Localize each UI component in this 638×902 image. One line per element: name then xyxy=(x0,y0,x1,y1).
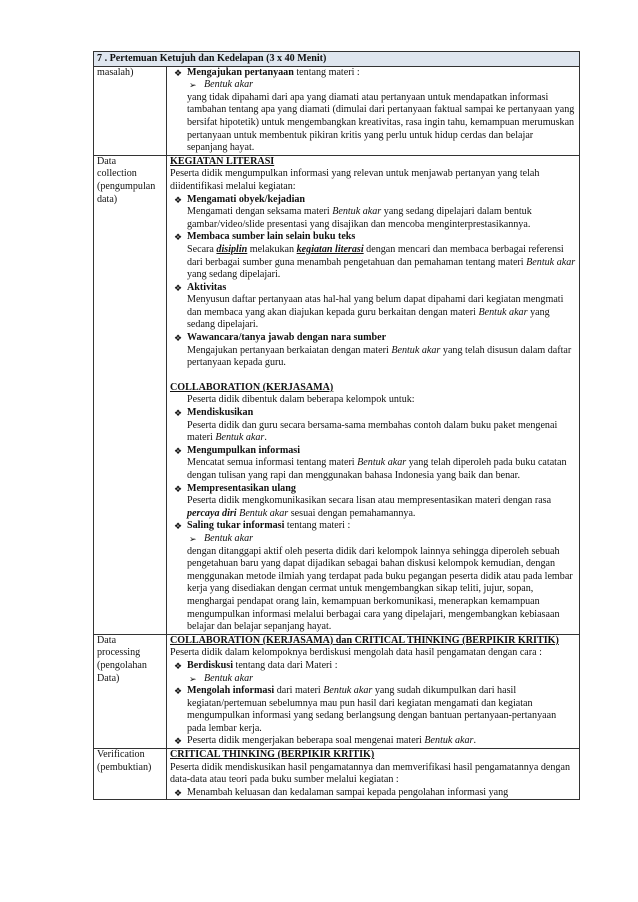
item-title: Mengajukan pertanyaan xyxy=(187,66,294,78)
row-label xyxy=(94,155,167,634)
row-label-line: Verification xyxy=(97,749,145,761)
item-title: Berdiskusi xyxy=(187,659,233,671)
table-row xyxy=(94,155,580,634)
sub-item xyxy=(170,79,576,92)
spacer xyxy=(170,370,576,382)
text: Mencatat semua informasi tentang materi xyxy=(187,457,358,469)
item-text: tentang data dari Materi : xyxy=(233,659,338,671)
row-label-line: (pembuktian) xyxy=(97,761,152,773)
item-body xyxy=(170,206,576,231)
diamond-bullet-icon: ❖ xyxy=(174,483,183,494)
emphasis-text: kegiatan literasi xyxy=(296,243,364,255)
table-header: 7 . Pertemuan Ketujuh dan Kedelapan (3 x 40 Menit) xyxy=(94,52,580,67)
row-content xyxy=(167,749,580,800)
diamond-bullet-icon: ❖ xyxy=(174,282,183,293)
item-title: Aktivitas xyxy=(187,281,227,293)
diamond-bullet-icon: ❖ xyxy=(174,660,183,671)
text: dengan mencari dan membaca berbagai referensi dari berbagai sumber guna menambah pengetahuan dan pemahaman tentang materi xyxy=(187,243,564,268)
row-content xyxy=(167,66,580,155)
text: dari materi xyxy=(274,685,324,697)
italic-text: Bentuk akar xyxy=(424,735,474,747)
item-body xyxy=(170,495,576,520)
italic-text: Bentuk akar xyxy=(526,256,576,268)
item-body xyxy=(170,457,576,482)
lesson-table xyxy=(93,51,580,800)
text: yang telah disusun dalam daftar pertanyaan kepada guru. xyxy=(187,344,572,369)
row-label-line: collection xyxy=(97,168,137,180)
list-item xyxy=(170,520,576,533)
item-text: Menambah keluasan dan kedalaman sampai kepada pengolahan informasi yang xyxy=(187,786,509,798)
section-heading: COLLABORATION (KERJASAMA) xyxy=(170,381,334,393)
text: Peserta didik dan guru secara bersama-sama membahas contoh dalam buku paket mengenai materi xyxy=(187,419,558,444)
emphasis-text: percaya diri xyxy=(187,507,237,519)
sub-item-text: Bentuk akar xyxy=(204,79,254,91)
sub-item xyxy=(170,533,576,546)
list-item xyxy=(170,445,576,458)
item-title: Membaca sumber lain selain buku teks xyxy=(187,231,356,243)
list-item xyxy=(170,735,576,748)
italic-text: Bentuk akar xyxy=(215,432,265,444)
row-content xyxy=(167,634,580,748)
item-title: Mengamati obyek/kejadian xyxy=(187,193,306,205)
italic-text: Bentuk akar xyxy=(323,685,373,697)
text: yang sudah dikumpulkan dari hasil kegiatan/pertemuan sebelumnya mau pun hasil dari kegiatan mengamati dan kegiatan mengumpulkan informasi yang sedang berlangsung dengan bantuan pertanyaan-pertanyaan pada lembar kerja. xyxy=(187,685,557,734)
italic-text: Bentuk akar xyxy=(357,457,407,469)
table-row xyxy=(94,66,580,155)
item-text: tentang materi : xyxy=(293,66,360,78)
list-item xyxy=(170,194,576,207)
diamond-bullet-icon: ❖ xyxy=(174,736,183,747)
text: Mengajukan pertanyaan berkaiatan dengan materi xyxy=(187,344,392,356)
arrow-bullet-icon: ➢ xyxy=(189,80,197,91)
diamond-bullet-icon: ❖ xyxy=(174,333,183,344)
paragraph: Peserta didik mengumpulkan informasi yang relevan untuk menjawab pertanyan yang telah diidentifikasi melalui kegiatan: xyxy=(170,168,540,192)
text: yang sedang dipelajari dalam bentuk gambar/video/slide presentasi yang disajikan dan mencoba menginterprestasikannya. xyxy=(187,206,532,230)
text: yang sedang dipelajari. xyxy=(187,269,281,281)
row-label-line: (pengolahan xyxy=(97,659,147,671)
row-label-line: Data xyxy=(97,155,117,167)
sub-item xyxy=(170,673,576,686)
list-item xyxy=(170,407,576,420)
diamond-bullet-icon: ❖ xyxy=(174,521,183,532)
paragraph: Peserta didik dalam kelompoknya berdiskusi mengolah data hasil pengamatan dengan cara : xyxy=(170,647,542,659)
text: Peserta didik mengerjakan beberapa soal mengenai materi xyxy=(187,735,425,747)
emphasis-text: disiplin xyxy=(216,243,248,255)
row-label-line: processing xyxy=(97,647,141,659)
list-item xyxy=(170,685,576,735)
item-body xyxy=(170,420,576,445)
italic-text: Bentuk akar xyxy=(236,507,289,519)
diamond-bullet-icon: ❖ xyxy=(174,445,183,456)
row-label-line: Data) xyxy=(97,672,120,684)
item-text: tentang materi : xyxy=(284,520,351,532)
diamond-bullet-icon: ❖ xyxy=(174,408,183,419)
text: . xyxy=(264,432,267,444)
row-label-text: masalah) xyxy=(97,66,134,78)
italic-text: Bentuk akar xyxy=(332,206,382,218)
diamond-bullet-icon: ❖ xyxy=(174,194,183,205)
item-title: Mengumpulkan informasi xyxy=(187,444,301,456)
item-title: Mempresentasikan ulang xyxy=(187,482,296,494)
table-header-row xyxy=(94,52,580,67)
row-content xyxy=(167,155,580,634)
item-title: Mendiskusikan xyxy=(187,407,254,419)
arrow-bullet-icon: ➢ xyxy=(189,673,197,684)
text: Menyusun daftar pertanyaan atas hal-hal yang belum dapat dipahami dari kegiatan mengmati dan membaca yang akan diajukan kepada guru berkaitan dengan materi xyxy=(187,294,564,318)
list-item xyxy=(170,787,576,800)
list-item xyxy=(170,660,576,673)
table-row xyxy=(94,634,580,748)
list-item xyxy=(170,282,576,295)
text: yang telah diperoleh pada buku catatan dengan tulisan yang rapi dan menggunakan bahasa Indonesia yang baik dan benar. xyxy=(187,457,567,481)
row-label xyxy=(94,749,167,800)
sub-item-text: Bentuk akar xyxy=(204,532,254,544)
list-item xyxy=(170,483,576,496)
sub-item-text: Bentuk akar xyxy=(204,672,254,684)
table-row xyxy=(94,749,580,800)
paragraph: yang tidak dipahami dari apa yang diamati atau pertanyaan untuk mendapatkan informasi tambahan tentang apa yang diamati (dimulai dari pertanyaan faktual sampai ke pertanyaan yang bersifat hipotetik) untuk mengembangkan kreativitas, rasa ingin tahu, kemampuan merumuskan pertanyaan untuk membentuk pikiran kritis yang perlu untuk hidup cerdas dan belajar sepanjang hayat. xyxy=(187,91,575,154)
list-item xyxy=(170,231,576,244)
row-label xyxy=(94,66,167,155)
list-item xyxy=(170,332,576,345)
section-heading: CRITICAL THINKING (BERPIKIR KRITIK) xyxy=(170,749,375,761)
item-body xyxy=(170,294,576,332)
row-label-line: data) xyxy=(97,193,118,205)
text: Peserta didik mengkomunikasikan secara lisan atau mempresentasikan materi dengan rasa xyxy=(187,495,552,507)
paragraph: dengan ditanggapi aktif oleh peserta didik dari kelompok lainnya sehingga diperoleh sebuah pengetahuan baru yang dapat dijadikan sebagai bahan diskusi kelompok kemudian, dengan menggunakan metode ilmiah yang terdapat pada buku pegangan peserta didik atau pada lembar kerja yang disediakan dengan cermat untuk mengembangkan sikap teliti, jujur, sopan, menghargai pendapat orang lain, kemampuan berkomunikasi, menerapkan kemampuan mengumpulkan informasi melalui berbagai cara yang dipelajari, mengembangkan kebiasaan belajar dan belajar sepanjang hayat. xyxy=(187,545,573,633)
section-heading: COLLABORATION (KERJASAMA) dan CRITICAL THINKING (BERPIKIR KRITIK) xyxy=(170,634,559,646)
diamond-bullet-icon: ❖ xyxy=(174,67,183,78)
diamond-bullet-icon: ❖ xyxy=(174,686,183,697)
item-title: Saling tukar informasi xyxy=(187,520,285,532)
diamond-bullet-icon: ❖ xyxy=(174,787,183,798)
italic-text: Bentuk akar xyxy=(478,306,528,318)
text: . xyxy=(473,735,476,747)
item-body xyxy=(170,244,576,282)
text: Mengamati dengan seksama materi xyxy=(187,206,333,218)
paragraph: Peserta didik mendiskusikan hasil pengamatannya dan memverifikasi hasil pengamatannya dengan data-data atau teori pada buku sumber melalui kegiatan : xyxy=(170,761,570,786)
paragraph: Peserta didik dibentuk dalam beberapa kelompok untuk: xyxy=(187,394,415,406)
text: yang sedang dipelajari. xyxy=(187,306,550,331)
text: melakukan xyxy=(247,243,297,255)
item-title: Wawancara/tanya jawab dengan nara sumber xyxy=(187,332,387,344)
text: Secara xyxy=(187,243,217,255)
row-label-line: Data xyxy=(97,634,117,646)
italic-text: Bentuk akar xyxy=(391,344,441,356)
row-label-line: (pengumpulan xyxy=(97,180,156,192)
item-title: Mengolah informasi xyxy=(187,685,275,697)
arrow-bullet-icon: ➢ xyxy=(189,533,197,544)
item-body xyxy=(170,345,576,370)
section-heading: KEGIATAN LITERASI xyxy=(170,155,275,167)
text: sesuai dengan pemahamannya. xyxy=(288,507,416,519)
list-item xyxy=(170,67,576,80)
row-label xyxy=(94,634,167,748)
diamond-bullet-icon: ❖ xyxy=(174,232,183,243)
